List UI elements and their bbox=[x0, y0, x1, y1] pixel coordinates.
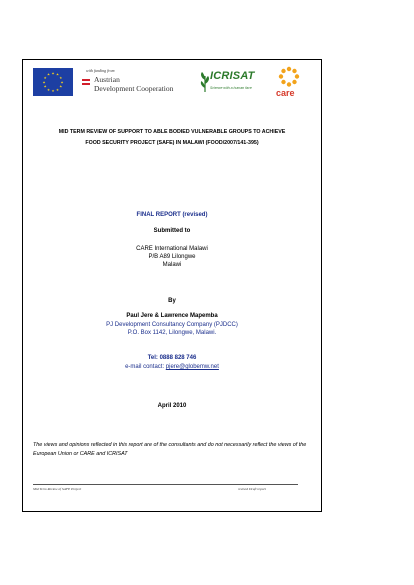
icrisat-name: ICRISAT bbox=[210, 70, 255, 82]
svg-text:★: ★ bbox=[60, 80, 64, 85]
footer-left-text: Mid Term Review of SAFE Project bbox=[33, 487, 82, 491]
by-label: By bbox=[168, 298, 176, 304]
icrisat-plant-icon bbox=[200, 70, 210, 92]
austria-flag-icon bbox=[82, 79, 90, 87]
svg-text:★: ★ bbox=[43, 84, 47, 89]
care-hands-icon bbox=[277, 66, 301, 88]
funding-caption: with funding from bbox=[86, 68, 115, 73]
svg-text:★: ★ bbox=[59, 84, 63, 89]
care-name: care bbox=[276, 88, 295, 98]
svg-text:★: ★ bbox=[59, 75, 63, 80]
svg-text:★: ★ bbox=[51, 89, 55, 94]
austrian-development-cooperation-logo bbox=[82, 68, 182, 98]
report-title bbox=[22, 127, 322, 149]
footer-right-text: revised Draft report bbox=[238, 487, 266, 491]
recipient-pobox: P/B A89 Lilongwe bbox=[148, 254, 196, 260]
report-title-line2: FOOD SECURITY PROJECT (SAFE) IN MALAWI (FOOD/2007/141-395) bbox=[85, 140, 259, 146]
svg-text:★: ★ bbox=[43, 75, 47, 80]
svg-text:★: ★ bbox=[46, 87, 51, 92]
email-contact bbox=[22, 364, 322, 370]
report-date: April 2010 bbox=[157, 403, 187, 409]
icrisat-tagline: Science with a human face bbox=[210, 86, 252, 90]
submitted-to-label: Submitted to bbox=[153, 228, 191, 234]
austria-logo-line1: Austrian bbox=[94, 75, 120, 84]
consultancy-info bbox=[22, 321, 322, 337]
svg-text:★: ★ bbox=[55, 72, 60, 77]
care-logo bbox=[272, 66, 308, 100]
recipient-name: CARE International Malawi bbox=[136, 246, 208, 252]
recipient-country: Malawi bbox=[162, 262, 182, 268]
final-report-label: FINAL REPORT (revised) bbox=[136, 212, 208, 218]
telephone: Tel: 0888 828 746 bbox=[147, 355, 197, 361]
disclaimer-text: The views and opinions reflected in this report are of the consultants and do not necessarily reflect the views of the European Union or CARE and ICRISAT bbox=[33, 442, 307, 457]
svg-text:★: ★ bbox=[46, 72, 51, 77]
email-prefix: e-mail contact: bbox=[125, 364, 166, 370]
eu-stars-icon bbox=[33, 68, 73, 96]
consultancy-name: PJ Development Consultancy Company (PJDCC) bbox=[106, 322, 238, 328]
svg-text:★: ★ bbox=[42, 80, 46, 85]
report-title-line1: MID TERM REVIEW OF SUPPORT TO ABLE BODIED VULNERABLE GROUPS TO ACHIEVE bbox=[58, 129, 286, 135]
author-names: Paul Jere & Lawrence Mapemba bbox=[126, 313, 218, 319]
svg-text:★: ★ bbox=[55, 87, 60, 92]
icrisat-logo bbox=[200, 70, 258, 96]
austria-logo-line2: Development Cooperation bbox=[94, 84, 174, 93]
svg-text:★: ★ bbox=[51, 71, 55, 76]
consultancy-address: P.O. Box 1142, Lilongwe, Malawi. bbox=[127, 330, 217, 336]
eu-flag-logo bbox=[33, 68, 73, 96]
recipient-address bbox=[22, 245, 322, 269]
email-link[interactable]: pjere@globemw.net bbox=[165, 364, 219, 370]
footer-rule bbox=[33, 484, 298, 485]
